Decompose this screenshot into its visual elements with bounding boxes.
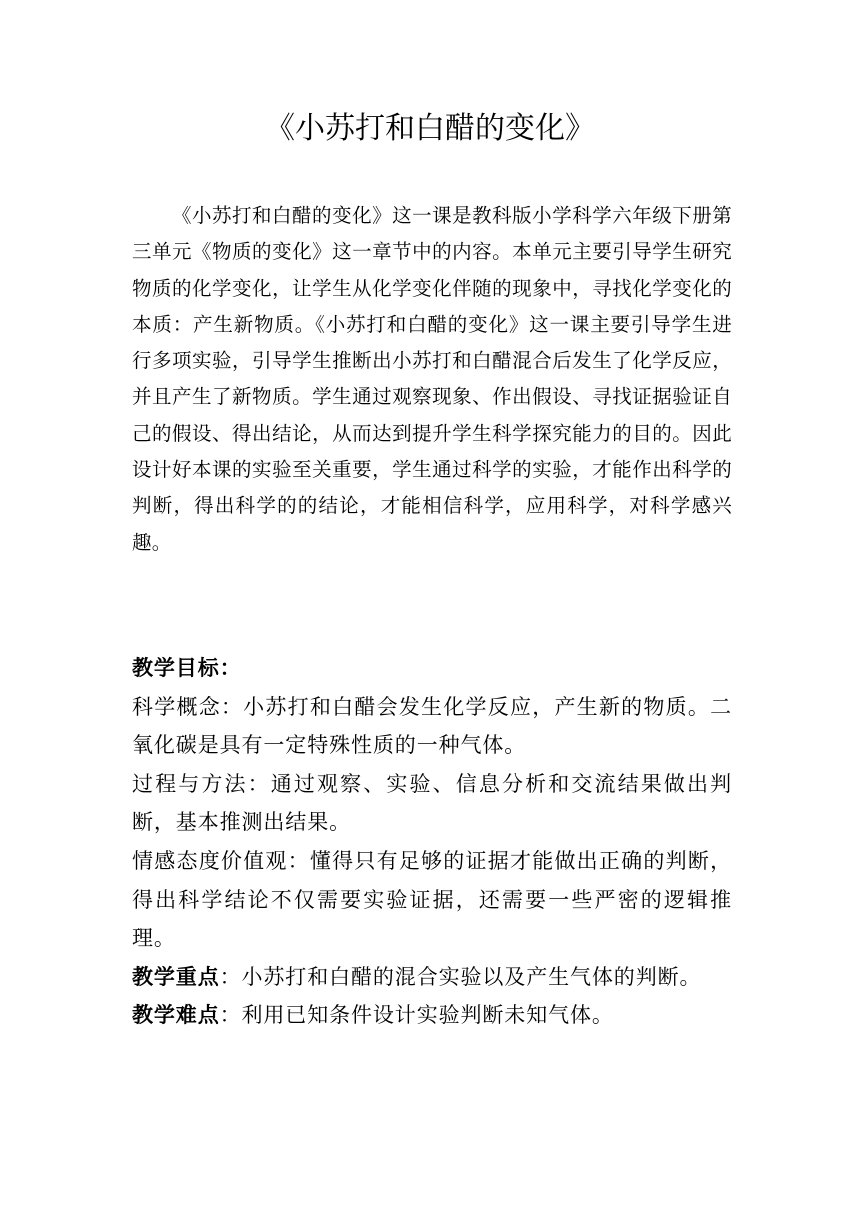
teaching-difficulty-label: 教学难点 [132,1003,220,1028]
document-title: 《小苏打和白醋的变化》 [265,111,595,146]
process-method-paragraph: 过程与方法：通过观察、实验、信息分析和交流结果做出判断，基本推测出结果。 [132,771,732,835]
science-concept-paragraph: 科学概念：小苏打和白醋会发生化学反应，产生新的物质。二氧化碳是具有一定特殊性质的一种气体。 [132,694,732,758]
teaching-key-label: 教学重点 [132,964,220,989]
teaching-difficulty [132,996,732,1035]
teaching-difficulty-text: ：利用已知条件设计实验判断未知气体。 [219,1003,614,1028]
teaching-goals-section [132,649,732,1035]
intro-paragraph: 《小苏打和白醋的变化》这一课是教科版小学科学六年级下册第三单元《物质的变化》这一章节中的内容。本单元主要引导学生研究物质的化学变化，让学生从化学变化伴随的现象中，寻找化学变化的本质：产生新物质。《小苏打和白醋的变化》这一课主要引导学生进行多项实验，引导学生推断出小苏打和白醋混合后发生了化学反应，并且产生了新物质。学生通过观察现象、作出假设、寻找证据验证自己的假设、得出结论，从而达到提升学生科学探究能力的目的。因此设计好本课的实验至关重要，学生通过科学的实验，才能作出科学的判断，得出科学的的结论，才能相信科学，应用科学，对科学感兴趣。 [132,204,732,554]
teaching-key-point [132,958,732,997]
teaching-key-text: ：小苏打和白醋的混合实验以及产生气体的判断。 [219,964,702,989]
attitude-values-paragraph: 情感态度价值观：懂得只有足够的证据才能做出正确的判断，得出科学结论不仅需要实验证据，还需要一些严密的逻辑推理。 [132,848,732,951]
teaching-goals-heading: 教学目标： [132,656,242,680]
